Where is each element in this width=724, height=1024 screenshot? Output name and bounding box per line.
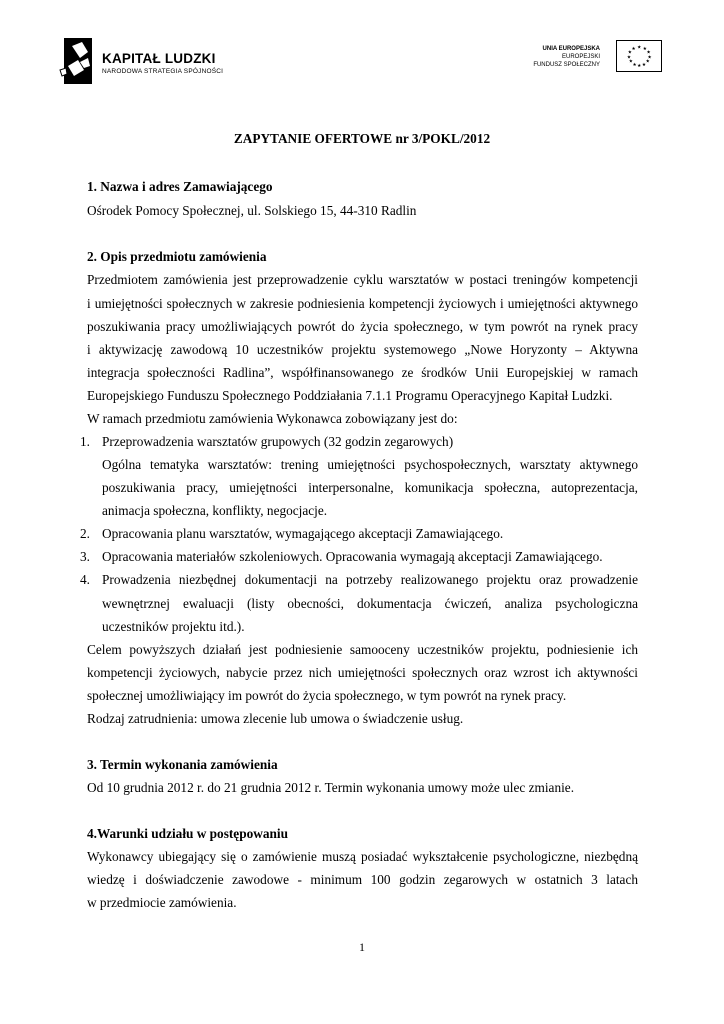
list-item-line: Opracowania materiałów szkoleniowych. Opracowania wymagają akceptacji Zamawiającego. [102,549,603,564]
svg-text:★: ★ [642,46,647,52]
list-item-line: Ogólna tematyka warsztatów: trening umiejętności psychospołecznych, warsztaty aktywnego [102,457,638,472]
section-2-employment: Rodzaj zatrudnienia: umowa zlecenie lub umowa o świadczenie usług. [87,711,464,726]
list-item-number: 3. [80,549,90,564]
section-2-para1-line: Europejskiego Funduszu Społecznego Poddziałania 7.1.1 Programu Operacyjnego Kapitał Ludzki. [87,388,613,403]
section-4-line: Wykonawcy ubiegający się o zamówienie muszą posiadać wykształcenie psychologiczne, niezbędną [87,849,638,864]
section-2-para1-line: poszukiwania pracy umożliwiających powrót do życia społecznego, w tym powrót na rynek pracy [87,319,638,334]
kapital-ludzki-logo [58,36,238,86]
svg-text:★: ★ [646,50,651,56]
eu-logo-line2: EUROPEJSKI [561,54,600,60]
logo-subtitle: NARODOWA STRATEGIA SPÓJNOŚCI [102,68,224,75]
section-2-para2-line: społecznej umożliwiający im powrót do życia społecznego, w tym powrót na rynek pracy. [87,688,567,703]
list-item-line: poszukiwania pracy, umiejętności interpersonalne, komunikacja społeczna, autoprezentacja, [102,480,638,495]
section-3-text: Od 10 grudnia 2012 r. do 21 grudnia 2012 r. Termin wykonania umowy może ulec zmianie. [87,780,575,795]
page-number: 1 [359,940,365,954]
svg-text:★: ★ [647,55,652,61]
section-2-para1-line: i umiejętności społecznych w zakresie podniesienia kompetencji życiowych i umiejętności aktywnego [87,296,638,311]
section-2-intro: W ramach przedmiotu zamówienia Wykonawca zobowiązany jest do: [87,411,458,426]
kapital-ludzki-emblem-icon [58,36,98,86]
list-item-line: Przeprowadzenia warsztatów grupowych (32 godzin zegarowych) [102,434,454,449]
list-item-line: uczestników projektu itd.). [102,619,245,634]
eu-flag-icon [616,40,662,72]
svg-text:★: ★ [627,50,632,56]
list-item-number: 4. [80,572,90,587]
list-item-line: animacja społeczna, konflikty, negocjacje. [102,503,328,518]
section-4-line: wiedzę i doświadczenie zawodowe - minimum 100 godzin zegarowych w ostatnich 3 latach [87,872,638,887]
list-item-line: Opracowania planu warsztatów, wymagającego akceptacji Zamawiającego. [102,526,504,541]
page-title: ZAPYTANIE OFERTOWE nr 3/POKL/2012 [233,131,491,146]
section-2-para1-line: i aktywizację zawodową 10 uczestników projektu systemowego „Nowe Horyzonty – Aktywna [87,342,638,357]
svg-text:★: ★ [641,62,647,68]
section-2-para1-line: integracja społeczności Radlina”, współfinansowanego ze środków Unii Europejskiej w ramach [87,365,638,380]
svg-text:★: ★ [637,45,642,51]
section-2-para1-line: Przedmiotem zamówienia jest przeprowadzenie cyklu warsztatów w postaci treningów kompetencji [87,272,638,287]
section-2-para2-line: kompetencji życiowych, nabycie przez nich umiejętności społecznych oraz wzrost ich aktywności [87,665,638,680]
section-4-line: w przedmiocie zamówienia. [87,895,237,910]
section-3-heading: 3. Termin wykonania zamówienia [87,757,278,772]
section-2-para2-line: Celem powyższych działań jest podniesienie samooceny uczestników projektu, podniesienie ich [87,642,638,657]
eu-logo-line1: UNIA EUROPEJSKA [542,46,600,52]
eu-logo-text [533,45,600,69]
svg-text:★: ★ [645,59,650,65]
list-item-number: 2. [80,526,90,541]
section-2-heading: 2. Opis przedmiotu zamówienia [87,249,267,264]
logo-title: KAPITAŁ LUDZKI [102,51,216,66]
section-1-text: Ośrodek Pomocy Społecznej, ul. Solskiego 15, 44-310 Radlin [87,203,417,218]
section-4-heading: 4.Warunki udziału w postępowaniu [87,826,288,841]
svg-text:★: ★ [637,63,642,69]
svg-text:★: ★ [631,46,636,52]
list-item-line: wewnętrznej ewaluacji (listy obecności, dokumentacja ćwiczeń, analiza psychologiczna [102,596,638,611]
svg-text:★: ★ [632,62,637,68]
list-item-number: 1. [80,434,90,449]
svg-text:★: ★ [626,55,632,61]
section-1-heading: 1. Nazwa i adres Zamawiającego [87,179,273,194]
eu-logo-line3: FUNDUSZ SPOŁECZNY [533,62,600,68]
eu-logo [533,40,670,76]
svg-text:★: ★ [628,59,633,65]
list-item-line: Prowadzenia niezbędnej dokumentacji na potrzeby realizowanego projektu oraz prowadzenie [102,572,638,587]
